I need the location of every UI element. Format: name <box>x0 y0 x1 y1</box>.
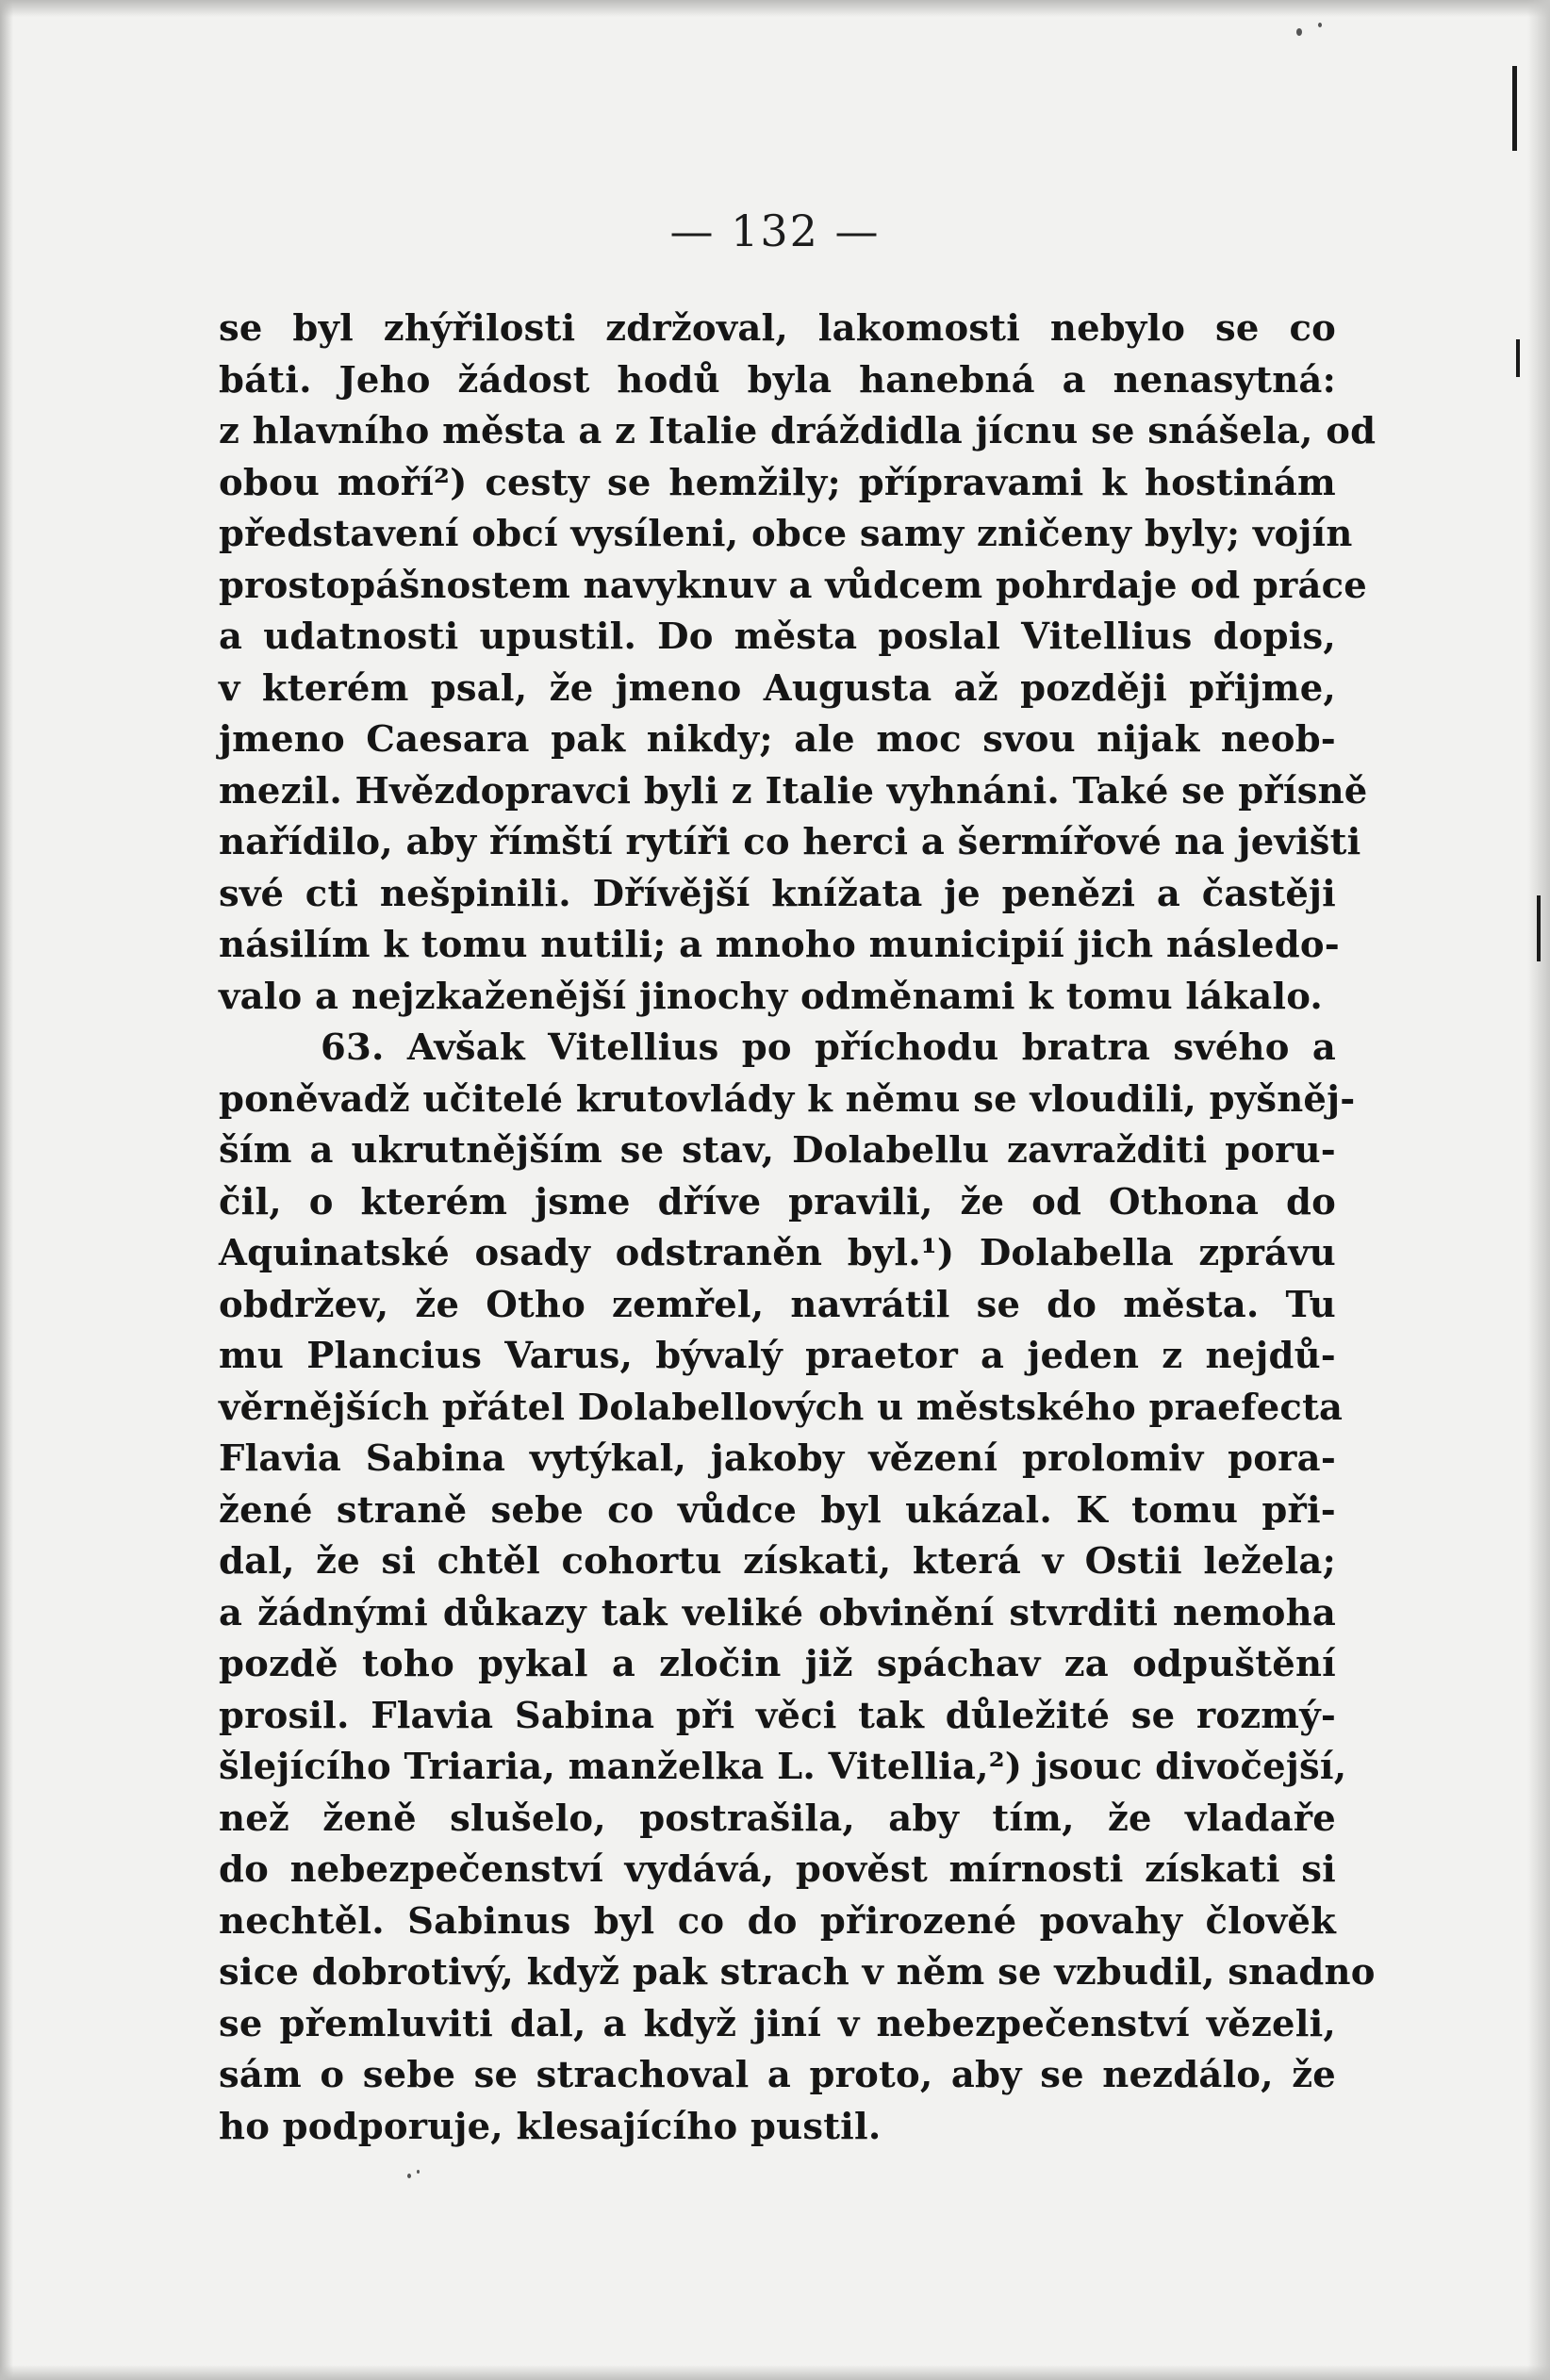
text-line: obou moří²) cesty se hemžily; přípravami k hostinám <box>219 461 1336 504</box>
text-line: a žádnými důkazy tak veliké obvinění stvrditi nemoha <box>219 1591 1336 1634</box>
text-line: ho podporuje, klesajícího pustil. <box>219 2105 882 2148</box>
text-line: báti. Jeho žádost hodů byla hanebná a nenasytná: <box>219 358 1336 402</box>
text-line: ším a ukrutnějším se stav, Dolabellu zavražditi poru- <box>219 1129 1336 1172</box>
scan-border-bottom <box>0 2365 1550 2380</box>
text-line: se byl zhýřilosti zdržoval, lakomosti nebylo se co <box>219 307 1336 350</box>
text-line: čil, o kterém jsme dříve pravili, že od Othona do <box>219 1180 1336 1223</box>
text-line: své cti nešpinili. Dřívější knížata je penězi a častěji <box>219 872 1336 915</box>
text-line: poněvadž učitelé krutovlády k němu se vloudili, pyšněj- <box>219 1077 1356 1121</box>
scan-artifact-line <box>1537 895 1541 961</box>
text-line: pozdě toho pykal a zločin již spáchav za odpuštění <box>219 1643 1336 1685</box>
text-line-section-start: 63. Avšak Vitellius po příchodu bratra svého a <box>321 1026 1336 1069</box>
scan-border-right <box>1527 0 1550 2380</box>
text-line: nechtěl. Sabinus byl co do přirozené povahy člověk <box>219 1899 1336 1943</box>
text-line: jmeno Caesara pak nikdy; ale moc svou nijak neob- <box>219 718 1336 761</box>
scan-border-top <box>0 0 1550 17</box>
text-line: mezil. Hvězdopravci byli z Italie vyhnáni. Také se přísně <box>219 769 1368 812</box>
text-line: valo a nejzkaženější jinochy odměnami k tomu lákalo. <box>219 975 1324 1018</box>
text-line: sice dobrotivý, když pak strach v něm se vzbudil, snadno <box>219 1951 1376 1994</box>
text-line: než ženě slušelo, postrašila, aby tím, že vladaře <box>219 1797 1336 1840</box>
text-line: do nebezpečenství vydává, pověst mírnosti získati si <box>219 1848 1336 1891</box>
text-line: se přemluviti dal, a když jiní v nebezpečenství vězeli, <box>219 2002 1336 2045</box>
text-line: z hlavního města a z Italie dráždidla jícnu se snášela, od <box>219 410 1377 452</box>
text-line: v kterém psal, že jmeno Augusta až později přijme, <box>219 666 1336 710</box>
text-line: prosil. Flavia Sabina při věci tak důležité se rozmý- <box>219 1694 1336 1737</box>
text-line: prostopášnostem navyknuv a vůdcem pohrdaje od práce <box>219 564 1368 607</box>
scan-speck <box>1318 23 1322 27</box>
text-line: žené straně sebe co vůdce byl ukázal. K tomu při- <box>219 1488 1336 1532</box>
scan-speck <box>407 2174 411 2178</box>
text-line: dal, že si chtěl cohortu získati, která v Ostii ležela; <box>219 1540 1336 1583</box>
text-line: obdržev, že Otho zemřel, navrátil se do města. Tu <box>219 1283 1336 1326</box>
body-text <box>219 304 1377 2153</box>
scan-border-left <box>0 0 13 2380</box>
scan-speck <box>417 2170 420 2174</box>
scan-artifact-line <box>1512 66 1517 151</box>
text-line: mu Plancius Varus, bývalý praetor a jeden z nejdů- <box>219 1335 1336 1377</box>
text-line: šlejícího Triaria, manželka L. Vitellia,²) jsouc divočejší, <box>219 1746 1347 1788</box>
text-line: a udatnosti upustil. Do města poslal Vitellius dopis, <box>219 616 1336 658</box>
text-line: nařídilo, aby římští rytíři co herci a šermířové na jevišti <box>219 821 1361 863</box>
text-line: představení obcí vysíleni, obce samy zničeny byly; vojín <box>219 513 1353 555</box>
text-line: Aquinatské osady odstraněn byl.¹) Dolabella zprávu <box>219 1232 1336 1274</box>
scan-speck <box>1296 28 1302 36</box>
text-line: násilím k tomu nutili; a mnoho municipií jich následo- <box>219 924 1340 966</box>
page-number-header: — 132 — <box>669 205 881 256</box>
text-line: věrnějších přátel Dolabellových u městského praefecta <box>219 1386 1344 1429</box>
text-line: sám o sebe se strachoval a proto, aby se nezdálo, že <box>219 2054 1336 2096</box>
scan-artifact-line <box>1516 339 1520 377</box>
text-line: Flavia Sabina vytýkal, jakoby vězení prolomiv pora- <box>219 1437 1336 1480</box>
